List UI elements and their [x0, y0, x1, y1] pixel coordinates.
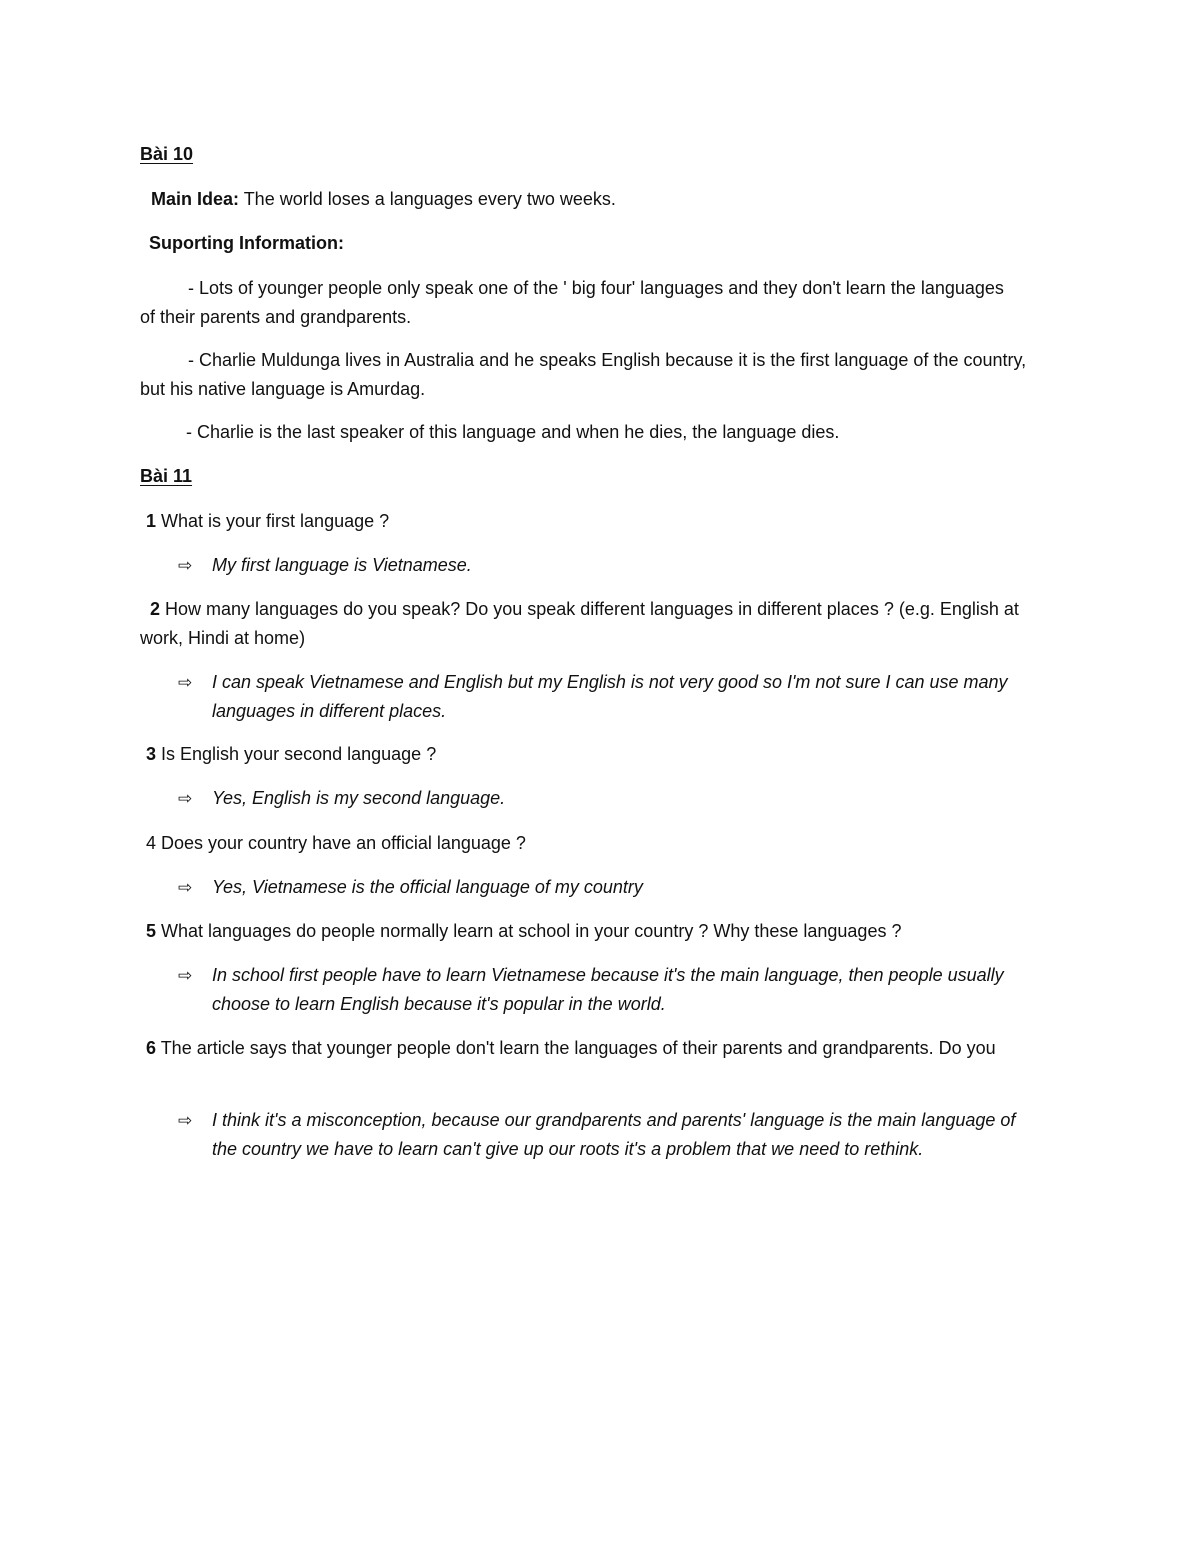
main-idea-label: Main Idea: — [151, 189, 240, 209]
section-heading-bai10: Bài 10 — [140, 144, 194, 164]
answer-text: Yes, English is my second language. — [212, 788, 506, 808]
answer-3 — [178, 784, 1038, 813]
answer-6 — [178, 1106, 1038, 1164]
answer-text: My first language is Vietnamese. — [212, 555, 472, 575]
question-1 — [146, 507, 1056, 536]
question-text: How many languages do you speak? Do you speak different languages in different places ? (e.g. English at work, Hindi at home) — [140, 599, 1019, 648]
question-number: 3 — [146, 744, 157, 764]
question-text: Is English your second language ? — [156, 744, 437, 764]
question-text: Does your country have an official language ? — [156, 833, 526, 853]
answer-5 — [178, 961, 1028, 1019]
question-text: What is your first language ? — [156, 511, 390, 531]
supporting-point-3: - Charlie is the last speaker of this language and when he dies, the language dies. — [186, 422, 840, 442]
question-number: 5 — [146, 921, 157, 941]
question-number: 2 — [150, 599, 161, 619]
answer-text: In school first people have to learn Vietnamese because it's the main language, then people usually choose to learn English because it's popular in the world. — [212, 965, 1004, 1014]
question-5 — [146, 917, 1056, 946]
main-idea — [151, 185, 1061, 214]
answer-text: Yes, Vietnamese is the official language of my country — [212, 877, 643, 897]
arrow-right-icon: ⇨ — [178, 556, 193, 575]
question-text: What languages do people normally learn at school in your country ? Why these languages ? — [156, 921, 902, 941]
question-text: The article says that younger people don't learn the languages of their parents and grandparents. Do you — [156, 1038, 996, 1058]
arrow-right-icon: ⇨ — [178, 878, 193, 897]
question-number: 1 — [146, 511, 157, 531]
main-idea-text: The world loses a languages every two weeks. — [239, 189, 616, 209]
arrow-right-icon: ⇨ — [178, 966, 193, 985]
section-heading-bai11: Bài 11 — [140, 466, 193, 486]
question-6 — [140, 1034, 1050, 1063]
question-4 — [146, 829, 1056, 858]
supporting-point-1: - Lots of younger people only speak one of the ' big four' languages and they don't learn the languages of their parents and grandparents. — [140, 278, 1004, 327]
question-number: 4 — [146, 833, 157, 853]
answer-2 — [178, 668, 1028, 726]
arrow-right-icon: ⇨ — [178, 1111, 193, 1130]
answer-4 — [178, 873, 1038, 902]
supporting-info-label: Suporting Information: — [149, 233, 344, 253]
question-3 — [146, 740, 1056, 769]
question-number: 6 — [146, 1038, 157, 1058]
question-2 — [140, 595, 1020, 653]
answer-text: I think it's a misconception, because our grandparents and parents' language is the main language of the country we have to learn can't give up our roots it's a problem that we need to rethink. — [212, 1110, 1016, 1159]
arrow-right-icon: ⇨ — [178, 673, 193, 692]
supporting-point-2: - Charlie Muldunga lives in Australia and he speaks English because it is the first language of the country, but his native language is Amurdag. — [140, 350, 1027, 399]
arrow-right-icon: ⇨ — [178, 789, 193, 808]
answer-1 — [178, 551, 1038, 580]
answer-text: I can speak Vietnamese and English but my English is not very good so I'm not sure I can use many languages in different places. — [212, 672, 1008, 721]
